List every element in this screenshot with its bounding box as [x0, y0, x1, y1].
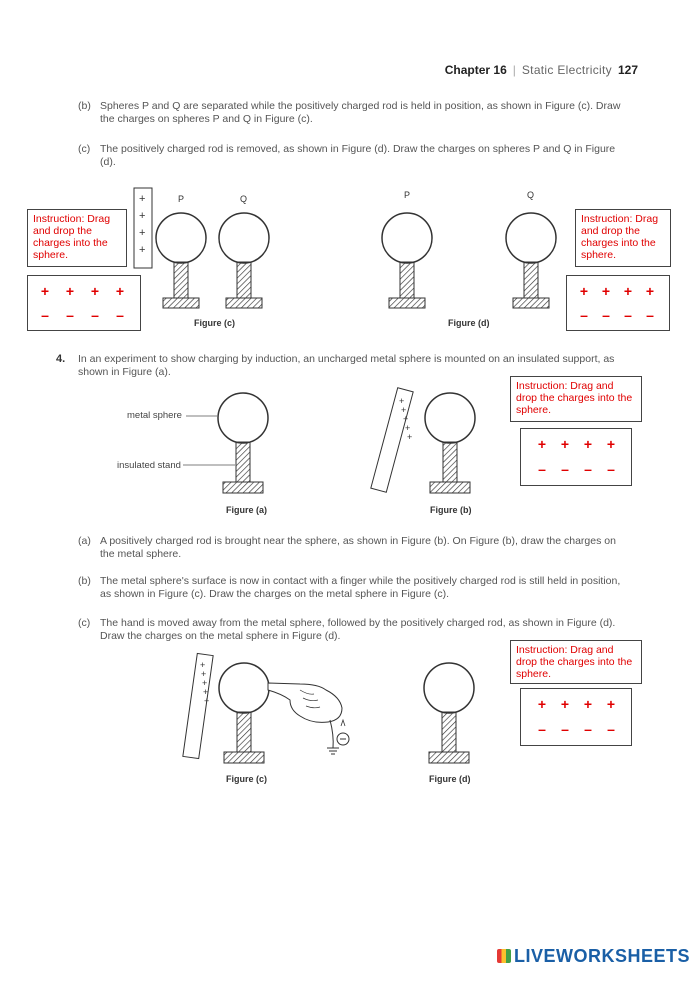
- figure-caption: Figure (c): [194, 318, 236, 328]
- negative-charge-token[interactable]: –: [41, 307, 49, 323]
- negative-charge-token[interactable]: –: [116, 307, 124, 323]
- positive-charge-token[interactable]: +: [537, 696, 547, 712]
- rod-plus: +: [201, 669, 207, 679]
- liveworksheets-logo: [497, 946, 690, 967]
- positive-charge-token[interactable]: +: [623, 283, 633, 299]
- figure-caption: Figure (d): [429, 774, 471, 784]
- rod-plus: +: [407, 432, 413, 442]
- earth-wire: [330, 720, 333, 748]
- question-4c: [78, 617, 628, 645]
- question-text: A positively charged rod is brought near the sphere, as shown in Figure (b). On Figure (b), draw the charges on the metal sphere.: [100, 535, 616, 560]
- positive-charge-token[interactable]: +: [606, 696, 616, 712]
- figure-caption: Figure (a): [226, 505, 268, 515]
- chapter-number: Chapter 16: [444, 63, 507, 77]
- negative-charge-token[interactable]: –: [646, 307, 654, 323]
- positive-charge-token[interactable]: +: [115, 283, 125, 299]
- positive-charge-token[interactable]: +: [601, 283, 611, 299]
- sphere-label-q: Q: [240, 194, 248, 204]
- metal-sphere-fig-c: [219, 663, 269, 763]
- insulated-stand-label: insulated stand: [117, 460, 181, 471]
- rod-plus: +: [139, 244, 146, 256]
- negative-charge-token[interactable]: –: [66, 307, 74, 323]
- question-text: The hand is moved away from the metal sphere, followed by the positively charged rod, as shown in Figure (d). Draw the charges on the metal sphere in Figure (d).: [100, 617, 616, 642]
- negative-charge-token[interactable]: –: [624, 307, 632, 323]
- rod-plus: +: [204, 696, 210, 706]
- positive-charge-token[interactable]: +: [560, 696, 570, 712]
- rod-plus: +: [200, 660, 206, 670]
- brand-name: LIVEWORKSHEETS: [513, 946, 690, 966]
- rod-plus: +: [399, 396, 405, 406]
- header-separator: |: [512, 63, 516, 77]
- page-number: 127: [617, 63, 638, 77]
- question-text: The metal sphere's surface is now in contact with a finger while the positively charged rod is still held in position, as shown in Figure (c). Draw the charges on the metal sphere in Figure (c).: [100, 575, 621, 600]
- rod-plus: +: [139, 210, 146, 222]
- question-text: The positively charged rod is removed, as shown in Figure (d). Draw the charges on spheres P and Q in Figure (d).: [100, 143, 616, 168]
- negative-charge-token[interactable]: –: [607, 721, 615, 737]
- metal-sphere-fig-a: [218, 393, 268, 493]
- rod-plus: +: [202, 678, 208, 688]
- metal-sphere-fig-d: [424, 663, 474, 763]
- figure-caption: Figure (b): [430, 505, 472, 515]
- hand-icon: [268, 683, 342, 722]
- question-4: [56, 353, 628, 381]
- rod-plus: +: [401, 405, 407, 415]
- positive-charge-token[interactable]: +: [65, 283, 75, 299]
- instruction-box: Instruction: Drag and drop the charges into the sphere.: [510, 376, 642, 422]
- positive-charge-token[interactable]: +: [90, 283, 100, 299]
- rod-plus: +: [403, 414, 409, 424]
- negative-charge-token[interactable]: –: [91, 307, 99, 323]
- sphere-p-fig-d: [382, 213, 432, 308]
- question-text: In an experiment to show charging by induction, an uncharged metal sphere is mounted on an insulated support, as shown in Figure (a).: [78, 353, 615, 378]
- charge-tray: [520, 688, 632, 746]
- positive-charge-token[interactable]: +: [606, 436, 616, 452]
- negative-charge-token[interactable]: –: [584, 461, 592, 477]
- negative-charge-token[interactable]: –: [584, 721, 592, 737]
- instruction-box: Instruction: Drag and drop the charges into the sphere.: [510, 640, 642, 684]
- sphere-label-q: Q: [527, 190, 535, 200]
- instruction-box: Instruction: Drag and drop the charges into the sphere.: [575, 209, 671, 267]
- chapter-title: Static Electricity: [521, 63, 612, 77]
- negative-charge-token[interactable]: –: [580, 307, 588, 323]
- negative-charge-token[interactable]: –: [561, 721, 569, 737]
- figure-caption: Figure (d): [448, 318, 490, 328]
- negative-charge-token[interactable]: –: [607, 461, 615, 477]
- metal-sphere-fig-b: [425, 393, 475, 493]
- instruction-box: Instruction: Drag and drop the charges into the sphere.: [27, 209, 127, 267]
- negative-charge-token[interactable]: –: [538, 461, 546, 477]
- charge-tray: [27, 275, 141, 331]
- positive-charge-token[interactable]: +: [583, 696, 593, 712]
- positive-charge-token[interactable]: +: [537, 436, 547, 452]
- figure-caption: Figure (c): [226, 774, 268, 784]
- question-4a: [78, 535, 628, 563]
- positive-charge-token[interactable]: +: [560, 436, 570, 452]
- question-label: (b): [78, 100, 91, 112]
- question-4b: [78, 575, 628, 603]
- rod-plus: +: [405, 423, 411, 433]
- charge-tray: [566, 275, 670, 331]
- rod-plus: +: [203, 687, 209, 697]
- charge-tray: [520, 428, 632, 486]
- question-label: (a): [78, 535, 91, 547]
- question-text: Spheres P and Q are separated while the positively charged rod is held in position, as shown in Figure (c). Draw the charges on spheres P and Q in Figure (c).: [100, 100, 621, 125]
- positive-charge-token[interactable]: +: [40, 283, 50, 299]
- question-label: (c): [78, 143, 91, 155]
- positive-rod: [183, 653, 213, 758]
- rod-plus: +: [139, 227, 146, 239]
- sphere-q-fig-c: [219, 213, 269, 308]
- question-label: (c): [78, 617, 91, 629]
- positive-charge-token[interactable]: +: [583, 436, 593, 452]
- negative-charge-token[interactable]: –: [538, 721, 546, 737]
- positive-charge-token[interactable]: +: [579, 283, 589, 299]
- sphere-q-fig-d: [506, 213, 556, 308]
- negative-charge-token[interactable]: –: [602, 307, 610, 323]
- positive-charge-token[interactable]: +: [645, 283, 655, 299]
- sphere-label-p: P: [178, 194, 185, 204]
- metal-sphere-label: metal sphere: [127, 410, 182, 421]
- rod-plus: +: [139, 193, 146, 205]
- brand-icon: [497, 949, 511, 963]
- negative-charge-token[interactable]: –: [561, 461, 569, 477]
- question-label: (b): [78, 575, 91, 587]
- sphere-label-p: P: [404, 190, 411, 200]
- question-number: 4.: [56, 353, 66, 365]
- sphere-p-fig-c: [156, 213, 206, 308]
